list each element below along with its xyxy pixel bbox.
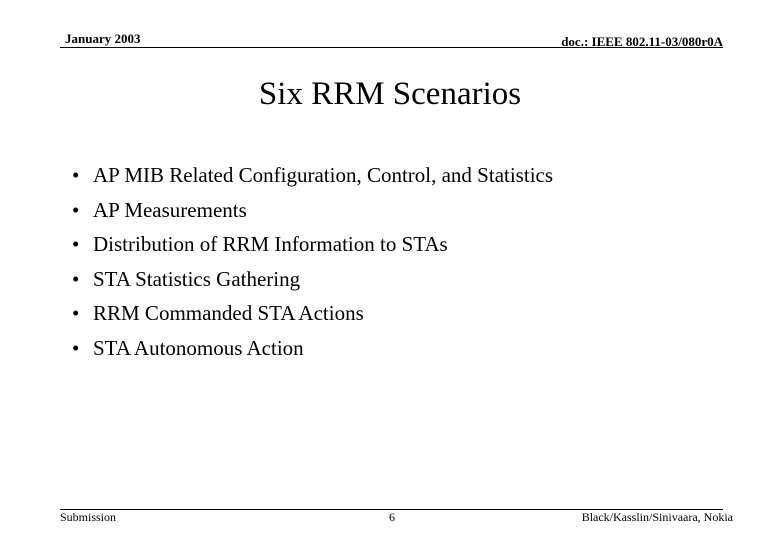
bullet-text: AP MIB Related Configuration, Control, and Statistics xyxy=(93,163,554,187)
header-date: January 2003 xyxy=(65,31,141,46)
bullet-text: STA Statistics Gathering xyxy=(93,266,301,291)
bullet-item xyxy=(72,331,553,366)
bullet-item xyxy=(72,158,553,193)
bullet-item xyxy=(72,296,553,331)
bullet-dot-icon: • xyxy=(72,266,80,291)
footer-submission: Submission xyxy=(60,510,117,524)
bullet-dot-icon: • xyxy=(72,163,80,187)
footer-authors: Black/Kasslin/Sinivaara, Nokia xyxy=(581,510,733,524)
bullet-text: RRM Commanded STA Actions xyxy=(93,301,364,326)
bullet-text: STA Autonomous Action xyxy=(93,335,304,360)
bullet-dot-icon: • xyxy=(72,197,80,222)
slide-title: Six RRM Scenarios xyxy=(258,76,522,112)
bullet-dot-icon: • xyxy=(72,301,80,326)
bullet-dot-icon: • xyxy=(72,232,80,257)
bullet-text: Distribution of RRM Information to STAs xyxy=(93,232,448,257)
bullet-item xyxy=(72,262,553,297)
bullet-item xyxy=(72,193,553,228)
bullet-text: AP Measurements xyxy=(93,197,247,222)
header-rule xyxy=(60,47,723,48)
header-doc-id: doc.: IEEE 802.11-03/080r0A xyxy=(561,34,723,49)
bullet-item xyxy=(72,227,553,262)
bullet-list xyxy=(72,158,553,366)
bullet-dot-icon: • xyxy=(72,335,80,360)
footer-page-number: 6 xyxy=(389,510,395,524)
